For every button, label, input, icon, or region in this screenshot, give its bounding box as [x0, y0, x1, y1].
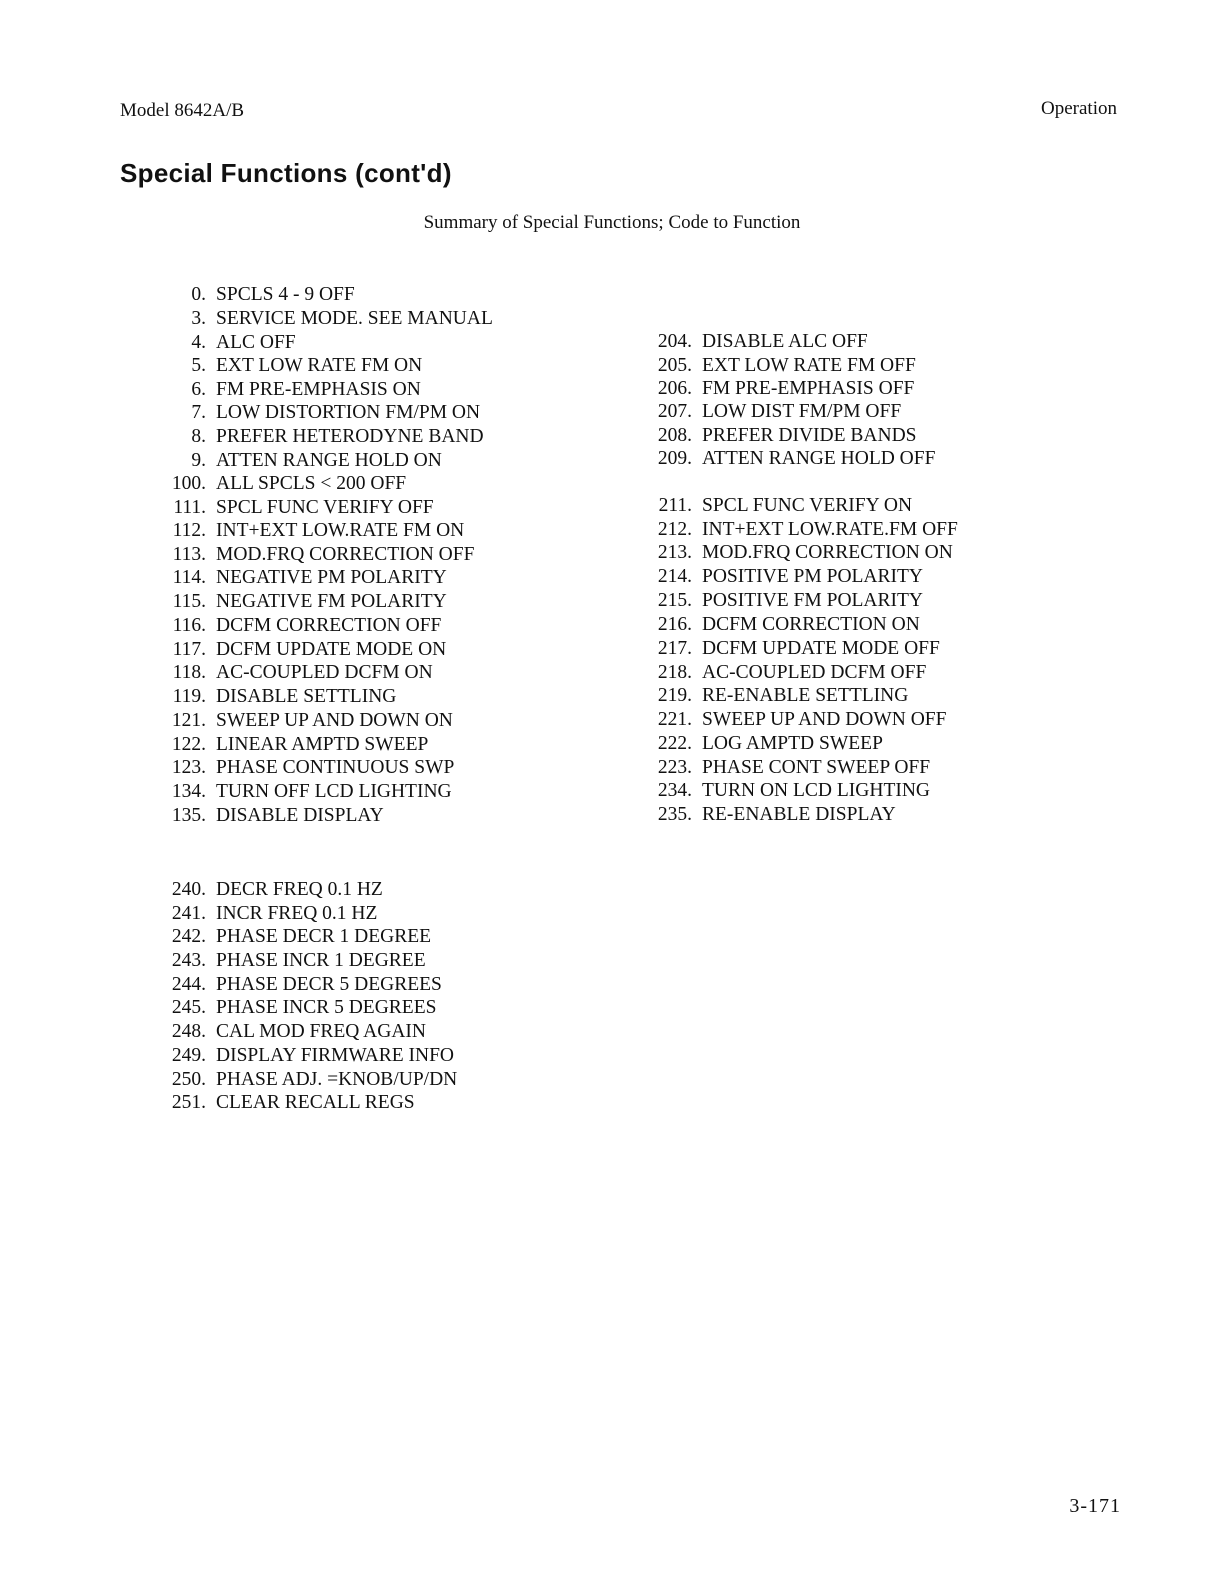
function-description: TURN OFF LCD LIGHTING — [216, 781, 452, 802]
function-code: 122. — [171, 734, 206, 755]
function-description: RE-ENABLE SETTLING — [702, 685, 909, 706]
function-description: AC-COUPLED DCFM ON — [216, 662, 433, 683]
function-code: 100. — [171, 473, 206, 494]
list-item — [657, 708, 947, 731]
function-description: INT+EXT LOW.RATE.FM OFF — [702, 519, 958, 540]
list-item — [191, 401, 481, 424]
function-code: 119. — [172, 686, 206, 707]
page-title: Special Functions (cont'd) — [120, 158, 452, 188]
function-description: SPCLS 4 - 9 OFF — [216, 284, 355, 305]
list-item — [172, 685, 397, 708]
function-code: 245. — [171, 997, 206, 1018]
list-item — [657, 637, 940, 660]
function-code: 116. — [172, 615, 206, 636]
list-item — [657, 354, 916, 377]
function-code: 8. — [191, 426, 206, 447]
list-item — [171, 1044, 455, 1067]
function-description: ALL SPCLS < 200 OFF — [216, 473, 407, 494]
list-item — [657, 803, 896, 826]
function-code: 214. — [657, 566, 692, 587]
function-description: POSITIVE PM POLARITY — [702, 566, 924, 587]
function-code: 215. — [657, 590, 692, 611]
function-description: DCFM CORRECTION OFF — [216, 615, 442, 636]
list-item — [191, 449, 442, 472]
function-code: 0. — [191, 284, 206, 305]
function-description: PHASE INCR 5 DEGREES — [216, 997, 437, 1018]
function-code: 213. — [657, 542, 692, 563]
function-code: 219. — [657, 685, 692, 706]
function-description: CAL MOD FREQ AGAIN — [216, 1021, 426, 1042]
function-description: PREFER DIVIDE BANDS — [702, 425, 917, 446]
list-item — [658, 494, 913, 517]
list-item — [172, 566, 447, 589]
function-code: 209. — [657, 448, 692, 469]
list-item — [191, 331, 296, 354]
function-description: SWEEP UP AND DOWN ON — [216, 710, 453, 731]
list-item — [191, 307, 493, 330]
function-code: 211. — [658, 495, 692, 516]
function-code: 248. — [171, 1021, 206, 1042]
function-code: 221. — [657, 709, 692, 730]
function-code: 111. — [173, 497, 206, 518]
function-description: EXT LOW RATE FM OFF — [702, 355, 916, 376]
list-item — [173, 496, 434, 519]
list-item — [172, 638, 447, 661]
function-description: PHASE DECR 1 DEGREE — [216, 926, 432, 947]
list-item — [657, 518, 958, 541]
list-item — [657, 756, 931, 779]
function-description: LINEAR AMPTD SWEEP — [216, 734, 429, 755]
function-description: PHASE CONT SWEEP OFF — [702, 757, 931, 778]
function-description: SERVICE MODE. SEE MANUAL — [216, 308, 493, 329]
function-code: 5. — [191, 355, 206, 376]
function-code: 244. — [171, 974, 206, 995]
list-item — [172, 519, 465, 542]
function-description: LOW DISTORTION FM/PM ON — [216, 402, 481, 423]
function-description: DCFM UPDATE MODE ON — [216, 639, 447, 660]
function-code: 4. — [191, 332, 206, 353]
list-item — [191, 378, 421, 401]
function-code: 234. — [657, 780, 692, 801]
function-code: 117. — [172, 639, 206, 660]
function-description: FM PRE-EMPHASIS OFF — [702, 378, 915, 399]
function-description: EXT LOW RATE FM ON — [216, 355, 423, 376]
function-description: ALC OFF — [216, 332, 296, 353]
list-item — [171, 925, 432, 948]
function-description: CLEAR RECALL REGS — [216, 1092, 415, 1113]
function-code: 223. — [657, 757, 692, 778]
function-code: 113. — [172, 544, 206, 565]
function-description: DISABLE ALC OFF — [702, 331, 868, 352]
page-number: 3-171 — [1069, 1495, 1121, 1517]
function-code: 118. — [172, 662, 206, 683]
function-code: 218. — [657, 662, 692, 683]
list-item — [657, 400, 902, 423]
function-code: 134. — [171, 781, 206, 802]
function-description: PHASE INCR 1 DEGREE — [216, 950, 426, 971]
function-description: ATTEN RANGE HOLD OFF — [702, 448, 936, 469]
function-code: 250. — [171, 1069, 206, 1090]
list-item — [171, 780, 452, 803]
function-description: ATTEN RANGE HOLD ON — [216, 450, 442, 471]
function-description: LOG AMPTD SWEEP — [702, 733, 883, 754]
function-code: 242. — [171, 926, 206, 947]
function-description: PHASE CONTINUOUS SWP — [216, 757, 455, 778]
list-item — [171, 472, 407, 495]
function-description: POSITIVE FM POLARITY — [702, 590, 924, 611]
list-item — [171, 709, 453, 732]
list-item — [172, 543, 475, 566]
list-item — [657, 541, 953, 564]
function-description: SPCL FUNC VERIFY OFF — [216, 497, 434, 518]
list-item — [171, 1020, 426, 1043]
list-item — [657, 613, 920, 636]
function-description: PHASE ADJ. =KNOB/UP/DN — [216, 1069, 458, 1090]
function-description: MOD.FRQ CORRECTION OFF — [216, 544, 475, 565]
function-code: 222. — [657, 733, 692, 754]
function-code: 206. — [657, 378, 692, 399]
function-code: 243. — [171, 950, 206, 971]
function-code: 205. — [657, 355, 692, 376]
function-code: 217. — [657, 638, 692, 659]
list-item — [172, 590, 447, 613]
function-description: DECR FREQ 0.1 HZ — [216, 879, 383, 900]
list-item — [171, 733, 429, 756]
function-description: SPCL FUNC VERIFY ON — [702, 495, 913, 516]
function-code: 9. — [191, 450, 206, 471]
function-code: 240. — [171, 879, 206, 900]
function-code: 208. — [657, 425, 692, 446]
list-item — [171, 1091, 415, 1114]
function-code: 235. — [657, 804, 692, 825]
list-item — [657, 589, 924, 612]
list-item — [171, 804, 384, 827]
function-description: INCR FREQ 0.1 HZ — [216, 903, 378, 924]
list-item — [171, 996, 437, 1019]
header-model: Model 8642A/B — [120, 100, 245, 121]
function-code: 121. — [171, 710, 206, 731]
list-item — [657, 447, 936, 470]
list-item — [172, 661, 433, 684]
function-description: DISABLE DISPLAY — [216, 805, 384, 826]
list-item — [657, 732, 883, 755]
function-code: 6. — [191, 379, 206, 400]
function-description: DCFM CORRECTION ON — [702, 614, 920, 635]
function-description: INT+EXT LOW.RATE FM ON — [216, 520, 465, 541]
function-description: TURN ON LCD LIGHTING — [702, 780, 931, 801]
function-description: DISABLE SETTLING — [216, 686, 397, 707]
list-item — [657, 424, 917, 447]
list-item — [171, 949, 426, 972]
function-description: RE-ENABLE DISPLAY — [702, 804, 896, 825]
function-description: PREFER HETERODYNE BAND — [216, 426, 484, 447]
header-section: Operation — [1041, 98, 1117, 119]
function-code: 123. — [171, 757, 206, 778]
function-description: MOD.FRQ CORRECTION ON — [702, 542, 953, 563]
list-item — [171, 878, 383, 901]
function-description: NEGATIVE PM POLARITY — [216, 567, 447, 588]
page-subtitle: Summary of Special Functions; Code to Function — [423, 212, 801, 233]
list-item — [171, 973, 442, 996]
function-description: NEGATIVE FM POLARITY — [216, 591, 447, 612]
list-item — [171, 1068, 458, 1091]
function-code: 135. — [171, 805, 206, 826]
function-description: FM PRE-EMPHASIS ON — [216, 379, 421, 400]
function-description: DISPLAY FIRMWARE INFO — [216, 1045, 455, 1066]
list-item — [171, 902, 378, 925]
function-code: 7. — [191, 402, 206, 423]
list-item — [657, 565, 924, 588]
list-item — [191, 354, 423, 377]
function-code: 207. — [657, 401, 692, 422]
function-code: 112. — [172, 520, 206, 541]
list-item — [657, 684, 909, 707]
list-item — [171, 756, 455, 779]
function-description: DCFM UPDATE MODE OFF — [702, 638, 940, 659]
function-code: 204. — [657, 331, 692, 352]
list-item — [191, 425, 484, 448]
function-code: 212. — [657, 519, 692, 540]
function-code: 249. — [171, 1045, 206, 1066]
list-item — [657, 661, 927, 684]
function-description: LOW DIST FM/PM OFF — [702, 401, 902, 422]
function-description: PHASE DECR 5 DEGREES — [216, 974, 442, 995]
function-code: 241. — [171, 903, 206, 924]
function-code: 115. — [172, 591, 206, 612]
function-description: AC-COUPLED DCFM OFF — [702, 662, 927, 683]
function-code: 216. — [657, 614, 692, 635]
function-code: 251. — [171, 1092, 206, 1113]
list-item — [172, 614, 442, 637]
function-code: 3. — [191, 308, 206, 329]
list-item — [657, 377, 915, 400]
list-item — [657, 330, 868, 353]
function-description: SWEEP UP AND DOWN OFF — [702, 709, 947, 730]
list-item — [191, 283, 355, 306]
list-item — [657, 779, 931, 802]
function-code: 114. — [172, 567, 206, 588]
